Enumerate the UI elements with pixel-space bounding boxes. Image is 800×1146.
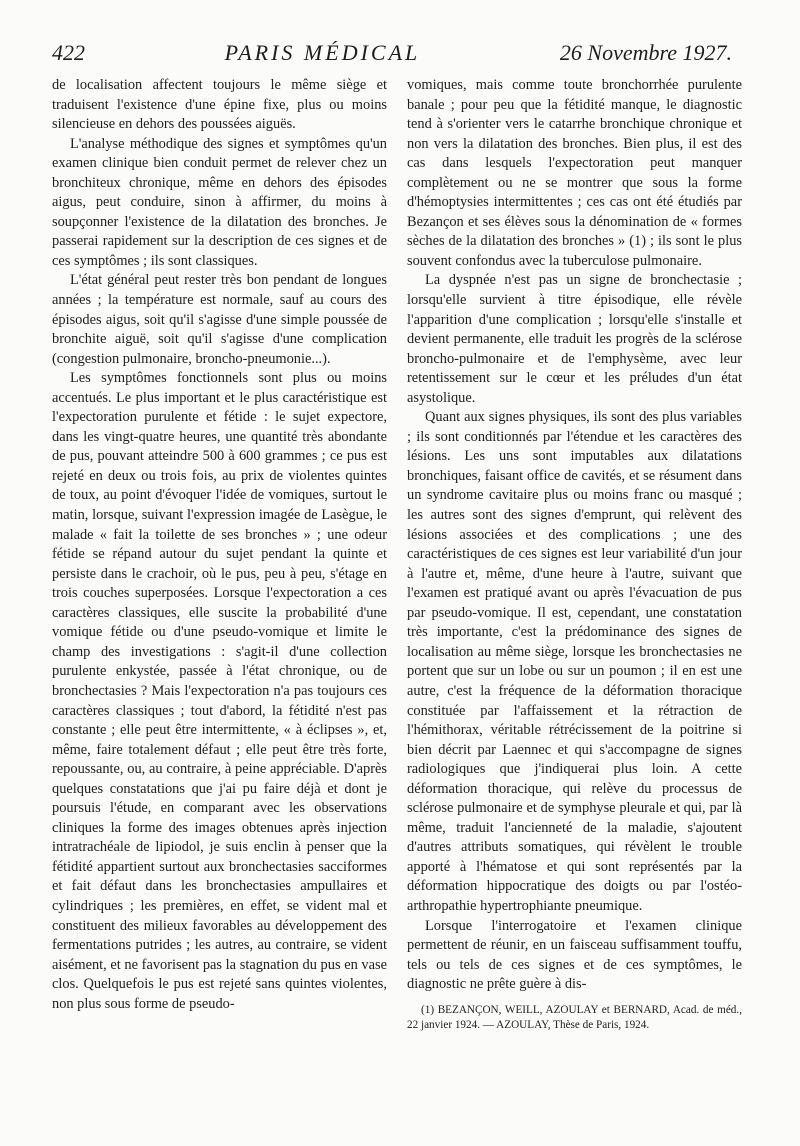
right-column	[407, 76, 742, 1033]
paragraph: Quant aux signes physiques, ils sont des plus variables ; ils sont conditionnés par l'étendue et les caractères des lésions. Les uns sont imputables aux dilatations bronchiques, faisant office de cavités, et se résument dans un syndrome cavitaire plus ou moins franc ou masqué ; les autres sont des signes d'emprunt, qui relèvent des lésions associées et des complications ; une des caractéristiques de ces signes est leur variabilité d'un jour à l'autre et, même, d'une heure à l'autre, suivant que l'examen est pratiqué avant ou après l'évacuation de pus par pseudo-vomique. Il est, cependant, une constatation très importante, c'est la prédominance des signes de localisation au même siège, lorsque les bronchectasies ne portent que sur un lobe ou sur un poumon ; il en est une autre, c'est la fréquence de la déformation thoracique constituée par l'affaissement et la rétraction de l'hémithorax, véritable rétrécissement de la poitrine si bien décrit par Laennec et qui s'accompagne de signes radiologiques que j'indiquerai plus loin. A cette déformation thoracique, qui relève du processus de sclérose pulmonaire et de symphyse pleurale et qui, par là même, traduit l'ancienneté de la maladie, s'ajoutent d'autres attributs somatiques, qui révèlent le trouble apporté à l'hématose et qui sont représentés par la déformation hippocratique des doigts ou par l'ostéo-arthropathie hypertrophiante pneumique.	[407, 409, 742, 914]
paragraph: Lorsque l'interrogatoire et l'examen clinique permettent de réunir, en un faisceau suffisamment touffu, tels ou tels de ces signes et de ces symptômes, le diagnostic ne prête guère à dis-	[407, 917, 742, 993]
footnote: (1) BEZANÇON, WEILL, AZOULAY et BERNARD, Acad. de méd., 22 janvier 1924. — AZOULAY, Thèse de Paris, 1924.	[407, 1003, 742, 1031]
issue-date: 26 Novembre 1927.	[559, 40, 732, 65]
paragraph: Les symptômes fonctionnels sont plus ou moins accentués. Le plus important et le plus caractéristique est l'expectoration purulente et fétide : le sujet expectore, dans les vingt-quatre heures, une quantité très abondante de pus, pouvant atteindre 500 à 600 grammes ; ce pus est rejeté en deux ou trois fois, au prix de violentes quintes de toux, au point d'évoquer l'idée de vomiques, surtout le matin, lorsque, suivant l'expression imagée de Lasègue, le malade « fait la toilette de ses bronches » ; une odeur fétide se répand autour du sujet pendant la quinte et persiste dans le crachoir, où le pus, peu à peu, s'étage en trois couches superposées. Lorsque l'expectoration a ces caractères classiques, elle suscite la probabilité d'une vomique fétide ou d'une pseudo-vomique et limite le champ des investigations : s'agit-il d'une collection purulente enkystée, passée à l'état chronique, ou de bronchectasies ? Mais l'expectoration n'a pas toujours ces caractères classiques ; tout d'abord, la fétidité n'est pas constante ; elle peut être intermittente, « à éclipses », et, même, faire totalement défaut ; elle peut être très forte, repoussante, ou, au contraire, à peine appréciable. D'après quelques constatations que j'ai pu faire déjà et dont je poursuis l'étude, en comparant avec les observations cliniques la forme des images obtenues après injection intratrachéale de lipiodol, je suis enclin à penser que la fétidité appartient surtout aux bronchectasies sacciformes et fait défaut dans les bronchectasies ampullaires et cylindriques ; les premières, en effet, se vident mal et constituent des milieux favorables au développement des fermentations putrides ; les autres, au contraire, se vident aisément, et ne favorisent pas la stagnation du pus en vase clos. Quelquefois le pus est rejeté sans quintes violentes, non plus sous forme de pseudo-	[52, 370, 387, 1012]
paragraph: vomiques, mais comme toute bronchorrhée purulente banale ; pour peu que la fétidité manque, le diagnostic tend à s'orienter vers le catarrhe bronchique chronique et non vers la dilatation des bronches. Bien plus, il est des cas dans lesquels l'expectoration peut manquer complètement ou ne se montrer que sous la forme d'hémoptysies intermittentes ; ces cas ont été étudiés par Bezançon et ses élèves sous la dénomination de « formes sèches de la dilatation des bronches » (1) ; ils sont le plus souvent confondus avec la tuberculose pulmonaire.	[407, 77, 742, 269]
left-column	[52, 76, 387, 1033]
text-columns	[52, 76, 742, 1033]
paragraph: L'analyse méthodique des signes et symptômes qu'un examen clinique bien conduit permet de relever chez un bronchitеux chronique, même en dehors des épisodes aigus, peut conduire, sinon à affirmer, du moins à soupçonner l'existence de la dilatation des bronches. Je passerai rapidement sur la description de ces signes et de ces symptômes ; ils sont classiques.	[52, 135, 387, 269]
page-number: 422	[52, 40, 85, 65]
paragraph: La dyspnée n'est pas un signe de bronchectasie ; lorsqu'elle survient à titre épisodique, elle révèle l'apparition d'une complication ; lorsqu'elle s'installe et devient permanente, elle traduit les progrès de la sclérose broncho-pulmonaire et de l'emphysème, avec leur retentissement sur le cœur et les préludes d'un état asystolique.	[407, 272, 742, 406]
paragraph: de localisation affectent toujours le même siège et traduisent l'existence d'une épine fixe, plus ou moins silencieuse en dehors des poussées aiguës.	[52, 77, 387, 133]
paragraph: L'état général peut rester très bon pendant de longues années ; la température est normale, sauf au cours des épisodes aigus, soit qu'il s'agisse d'une simple poussée de bronchite aiguë, soit qu'il s'agisse d'une complication (congestion pulmonaire, broncho-pneumonie...).	[52, 272, 387, 367]
running-header	[52, 40, 732, 70]
journal-title: PARIS MÉDICAL	[224, 40, 421, 65]
